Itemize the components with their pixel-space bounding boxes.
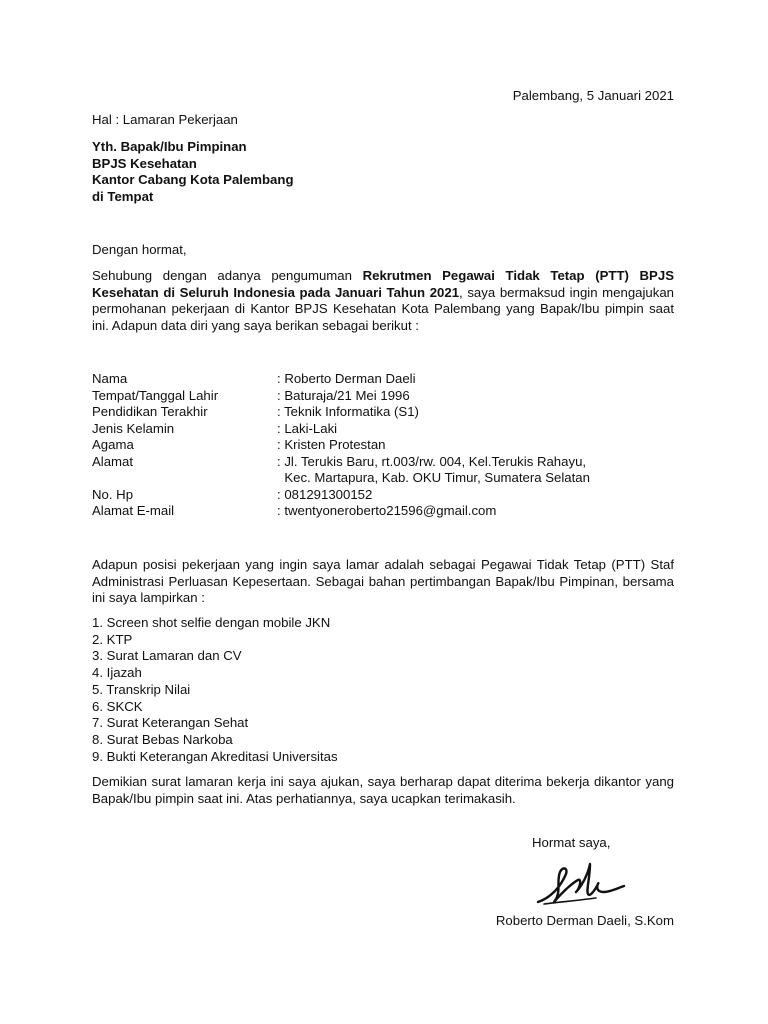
attachment-item: 9. Bukti Keterangan Akreditasi Universitas bbox=[92, 748, 338, 764]
attachment-item: 7. Surat Keterangan Sehat bbox=[92, 715, 249, 731]
bio-label: Nama bbox=[92, 371, 128, 386]
bio-label: Pendidikan Terakhir bbox=[92, 404, 208, 419]
subject-line: Hal : Lamaran Pekerjaan bbox=[92, 112, 238, 127]
bio-row-ttl bbox=[92, 388, 692, 405]
bio-label: No. Hp bbox=[92, 486, 134, 502]
bio-row-nama bbox=[92, 371, 692, 388]
bio-value: : Baturaja/21 Mei 1996 bbox=[277, 387, 410, 403]
place-date: Palembang, 5 Januari 2021 bbox=[512, 88, 674, 103]
bio-value: : Laki-Laki bbox=[277, 420, 338, 436]
bio-value: : Teknik Informatika (S1) bbox=[277, 404, 419, 419]
bio-value: : twentyoneroberto21596@gmail.com bbox=[277, 503, 497, 518]
bio-row-pendidikan bbox=[92, 404, 692, 421]
bio-value: : Kristen Protestan bbox=[277, 437, 386, 452]
bio-label: Alamat E-mail bbox=[92, 503, 175, 518]
attachment-item: 6. SKCK bbox=[92, 698, 143, 714]
recipient-line: Kantor Cabang Kota Palembang bbox=[92, 172, 294, 188]
position-paragraph: Adapun posisi pekerjaan yang ingin saya lamar adalah sebagai Pegawai Tidak Tetap (PTT) Staf Administrasi Perluasan Kepesertaan. Sebagai bahan pertimbangan Bapak/Ibu Pimpinan, bersama ini saya lampirkan : bbox=[92, 557, 674, 606]
signature-mark bbox=[530, 858, 630, 910]
attachment-item: 5. Transkrip Nilai bbox=[92, 681, 191, 697]
greeting: Dengan hormat, bbox=[92, 242, 187, 257]
regards: Hormat saya, bbox=[532, 835, 611, 850]
recipient-block bbox=[92, 139, 294, 205]
intro-paragraph bbox=[92, 268, 674, 334]
bio-row-alamat bbox=[92, 454, 692, 471]
bio-row-email bbox=[92, 503, 692, 520]
bio-row-alamat-cont bbox=[92, 470, 692, 487]
bio-label: Tempat/Tanggal Lahir bbox=[92, 387, 219, 403]
signer-name: Roberto Derman Daeli, S.Kom bbox=[495, 913, 674, 928]
bio-row-agama bbox=[92, 437, 692, 454]
bio-value: : Jl. Terukis Baru, rt.003/rw. 004, Kel.Terukis Rahayu, bbox=[277, 453, 587, 469]
bio-value: : Roberto Derman Daeli bbox=[277, 371, 416, 386]
attachment-item: 4. Ijazah bbox=[92, 665, 142, 681]
recipient-line: BPJS Kesehatan bbox=[92, 155, 197, 171]
attachment-item: 1. Screen shot selfie dengan mobile JKN bbox=[92, 615, 331, 630]
bio-row-jenis-kelamin bbox=[92, 421, 692, 438]
recipient-line: di Tempat bbox=[92, 188, 154, 204]
bio-value: : 081291300152 bbox=[277, 486, 373, 502]
bio-label: Agama bbox=[92, 437, 134, 452]
bio-label: Jenis Kelamin bbox=[92, 420, 175, 436]
intro-text-continued: , saya bermaksud ingin mengajukan permohanan pekerjaan di Kantor BPJS Kesehatan Kota Palembang yang Bapak/Ibu pimpin saat ini. Adapun data diri yang saya berikan sebagai berikut : bbox=[92, 284, 675, 333]
attachment-item: 2. KTP bbox=[92, 631, 133, 647]
bio-row-no-hp bbox=[92, 487, 692, 504]
closing-paragraph: Demikian surat lamaran kerja ini saya ajukan, saya berharap dapat diterima bekerja dikantor yang Bapak/Ibu pimpin saat ini. Atas perhatiannya, saya ucapkan terimakasih. bbox=[92, 774, 674, 806]
intro-text: Sehubung dengan adanya pengumuman bbox=[92, 268, 363, 283]
recipient-line: Yth. Bapak/Ibu Pimpinan bbox=[92, 139, 247, 154]
attachment-item: 3. Surat Lamaran dan CV bbox=[92, 648, 242, 664]
bio-label: Alamat bbox=[92, 453, 134, 469]
attachment-item: 8. Surat Bebas Narkoba bbox=[92, 731, 233, 747]
announcement-title: Rekrutmen Pegawai Tidak Tetap (PTT) BPJS Kesehatan di Seluruh Indonesia pada Januari Tahun 2021 bbox=[92, 268, 674, 300]
bio-value: Kec. Martapura, Kab. OKU Timur, Sumatera Selatan bbox=[277, 470, 590, 485]
